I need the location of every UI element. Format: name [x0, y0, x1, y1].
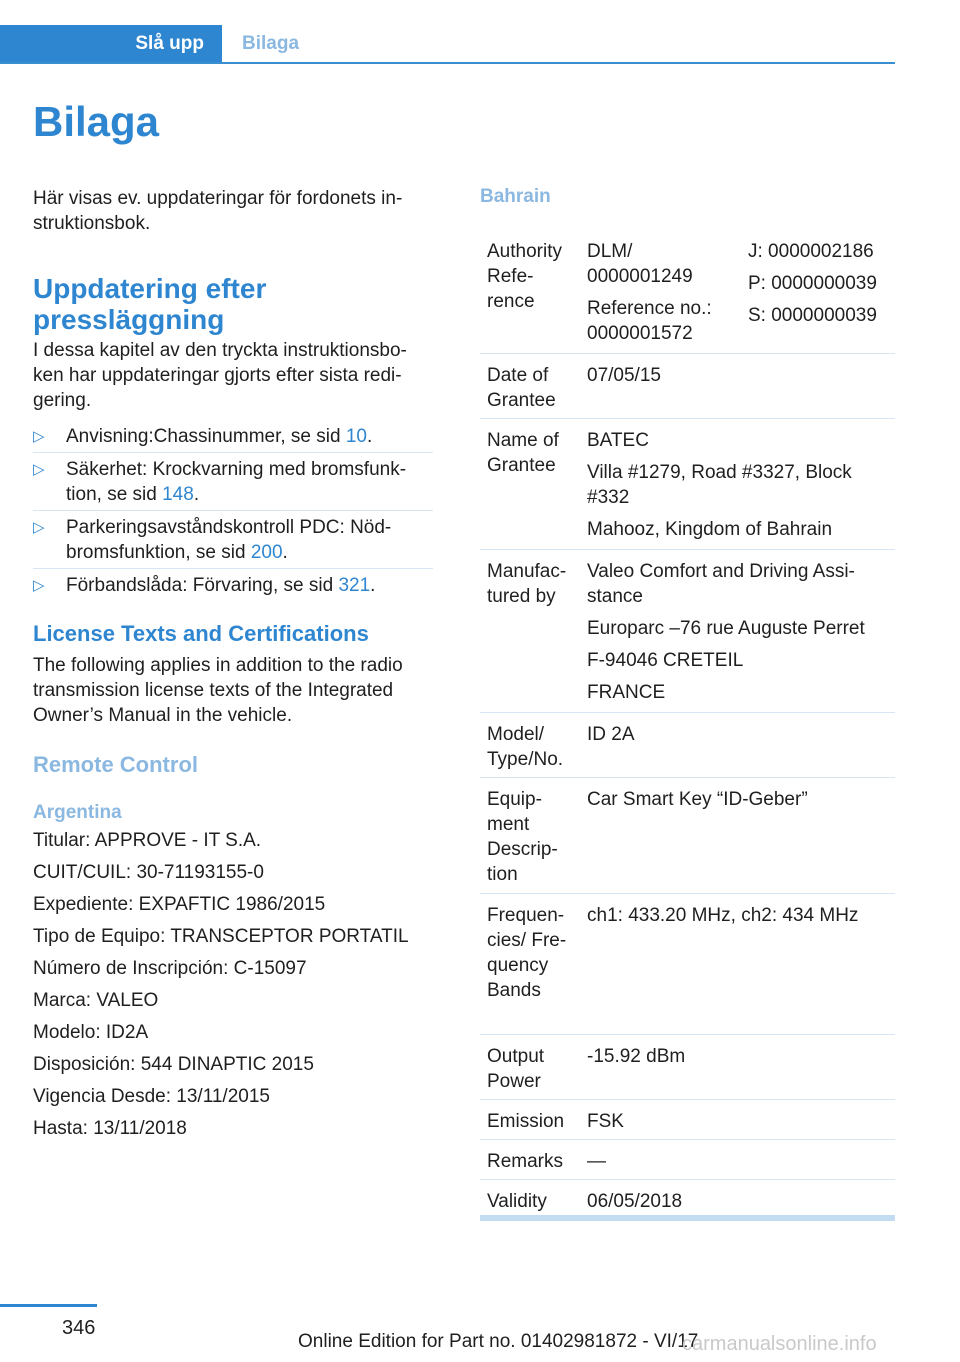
- page-link-10[interactable]: 10: [345, 426, 367, 447]
- table-row: Date of Grantee 07/05/15: [480, 354, 895, 419]
- argentina-details: Titular: APPROVE - IT S.A. CUIT/CUIL: 30-71193155-0 Expediente: EXPAFTIC 1986/2015 Tipo de Equipo: TRANSCEPTOR PORTATIL Número de Inscripción: C-15097 Marca: VALEO Modelo: ID2A Disposición: 544 DINAPTIC 2015 Vigencia Desde: 13/11/2015 Hasta: 13/11/2018: [33, 830, 409, 1139]
- table-end-bar: [480, 1215, 895, 1221]
- page-number: 346: [62, 1317, 96, 1339]
- list-item: ▷ Anvisning:Chassinummer, se sid 10.: [33, 420, 433, 453]
- list-item: ▷ Parkeringsavståndskontroll PDC: Nöd-bromsfunktion, se sid 200.: [33, 511, 433, 569]
- update-list: [33, 420, 433, 601]
- top-navigation: [0, 25, 895, 64]
- remote-control-heading: Remote Control: [33, 752, 198, 777]
- edition-text: Online Edition for Part no. 01402981872 - VI/17: [298, 1331, 699, 1352]
- table-row: Validity 06/05/2018: [487, 1191, 683, 1212]
- watermark: carmanualsonline.info: [682, 1333, 877, 1355]
- bahrain-heading: Bahrain: [480, 186, 551, 207]
- table-row: Frequen-cies/ Fre-quency Bands ch1: 433.20 MHz, ch2: 434 MHz: [480, 894, 895, 1035]
- table-cell: DLM/ 0000001249 Reference no.: 0000001572: [587, 241, 712, 344]
- table-row: Name of Grantee BATEC Villa #1279, Road #3327, Block #332 Mahooz, Kingdom of Bahrain: [480, 419, 895, 550]
- tab-sla-upp[interactable]: [0, 25, 222, 62]
- table-row: [480, 234, 895, 354]
- table-row: Remarks —: [480, 1140, 895, 1180]
- left-column: [33, 186, 433, 1145]
- table-cell: J: 0000002186 P: 0000000039 S: 0000000039: [748, 241, 877, 326]
- intro-text: Här visas ev. uppdateringar för fordonets in-struktionsbok.: [33, 188, 403, 234]
- table-row: Output Power -15.92 dBm: [480, 1035, 895, 1100]
- bahrain-table: [480, 234, 895, 1220]
- triangle-right-icon: ▷: [33, 428, 45, 445]
- triangle-right-icon: ▷: [33, 577, 45, 594]
- page-link-200[interactable]: 200: [250, 542, 283, 563]
- triangle-right-icon: ▷: [33, 519, 45, 536]
- tab-sla-upp-label: Slå upp: [135, 33, 204, 54]
- update-text: I dessa kapitel av den tryckta instruktionsbo-ken har uppdateringar gjorts efter sista redi-gering.: [33, 340, 407, 411]
- page-title: Bilaga: [33, 98, 160, 145]
- table-row: Emission FSK: [480, 1100, 895, 1140]
- table-row: Model/ Type/No. ID 2A: [480, 713, 895, 778]
- license-text: The following applies in addition to the radio transmission license texts of the Integrated Owner’s Manual in the vehicle.: [33, 655, 403, 726]
- list-item: ▷ Förbandslåda: Förvaring, se sid 321.: [33, 575, 376, 596]
- page-link-321[interactable]: 321: [338, 575, 371, 596]
- license-heading: License Texts and Certifications: [33, 621, 369, 646]
- tab-bilaga[interactable]: Bilaga: [242, 33, 300, 54]
- table-row: Manufac-tured by Valeo Comfort and Driving Assi-stance Europarc –76 rue Auguste Perret F-94046 CRETEIL FRANCE: [480, 550, 895, 713]
- triangle-right-icon: ▷: [33, 461, 45, 478]
- page-link-148[interactable]: 148: [162, 484, 194, 505]
- right-column: [480, 186, 895, 1212]
- list-item: ▷ Säkerhet: Krockvarning med bromsfunk-tion, se sid 148.: [33, 453, 433, 511]
- table-cell-label: Authority Refe-rence: [487, 241, 562, 312]
- footer-divider: [0, 1304, 97, 1307]
- section-heading-update: Uppdatering efter pressläggning: [33, 273, 267, 335]
- argentina-heading: Argentina: [33, 802, 122, 823]
- table-row: Equip-ment Descrip-tion Car Smart Key “ID-Geber”: [480, 778, 895, 894]
